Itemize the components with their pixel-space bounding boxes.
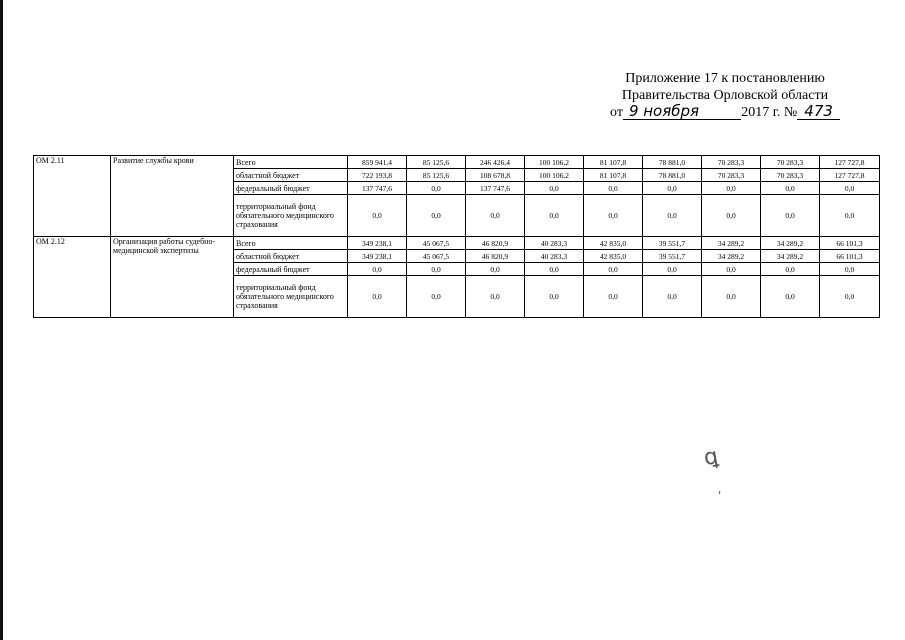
value-cell: 34 289,2 [702,250,761,263]
scan-left-edge [0,0,3,640]
funding-source: территориальный фонд обязательного медицинского страхования [234,276,348,318]
value-cell: 70 283,3 [761,169,820,182]
value-cell: 0,0 [643,263,702,276]
value-cell: 0,0 [761,263,820,276]
funding-source: областной бюджет [234,169,348,182]
value-cell: 0,0 [348,195,407,237]
value-cell: 34 289,2 [761,237,820,250]
value-cell: 70 283,3 [702,156,761,169]
funding-source: Всего [234,237,348,250]
value-cell: 0,0 [466,276,525,318]
value-cell: 0,0 [643,276,702,318]
value-cell: 66 101,3 [820,237,880,250]
table-row [34,237,880,250]
handwritten-number: 473 [797,104,840,120]
value-cell: 42 835,0 [584,237,643,250]
value-cell: 0,0 [466,195,525,237]
value-cell: 0,0 [702,263,761,276]
value-cell: 40 283,3 [525,250,584,263]
value-cell: 127 727,8 [820,169,880,182]
value-cell: 0,0 [525,276,584,318]
value-cell: 127 727,8 [820,156,880,169]
row-name: Организация работы судебно-медицинской экспертизы [111,237,234,318]
value-cell: 0,0 [761,276,820,318]
value-cell: 100 106,2 [525,156,584,169]
value-cell: 34 289,2 [761,250,820,263]
funding-source: федеральный бюджет [234,263,348,276]
value-cell: 137 747,6 [466,182,525,195]
value-cell: 70 283,3 [702,169,761,182]
value-cell: 39 551,7 [643,237,702,250]
value-cell: 0,0 [525,182,584,195]
value-cell: 0,0 [702,276,761,318]
value-cell: 0,0 [525,263,584,276]
value-cell: 78 881,0 [643,156,702,169]
funding-source: Всего [234,156,348,169]
value-cell: 0,0 [643,182,702,195]
year-text: 2017 г. № [741,105,798,120]
value-cell: 0,0 [407,263,466,276]
value-cell: 0,0 [407,182,466,195]
value-cell: 46 820,9 [466,237,525,250]
value-cell: 0,0 [466,263,525,276]
value-cell: 45 067,5 [407,250,466,263]
budget-table [33,155,880,318]
value-cell: 349 238,1 [348,250,407,263]
handwritten-date: 9 ноября [623,104,741,120]
header-line-2: Правительства Орловской области [621,88,829,103]
value-cell: 0,0 [584,195,643,237]
value-cell: 0,0 [820,182,880,195]
value-cell: 0,0 [761,195,820,237]
value-cell: 0,0 [584,276,643,318]
pen-mark: ꝗ [701,443,721,472]
document-header [610,70,840,121]
header-date-line [610,104,840,121]
value-cell: 46 820,9 [466,250,525,263]
value-cell: 45 067,5 [407,237,466,250]
funding-source: федеральный бюджет [234,182,348,195]
value-cell: 85 125,6 [407,156,466,169]
value-cell: 78 881,0 [643,169,702,182]
value-cell: 70 283,3 [761,156,820,169]
value-cell: 349 238,1 [348,237,407,250]
table-row [34,156,880,169]
value-cell: 0,0 [348,263,407,276]
value-cell: 0,0 [820,276,880,318]
value-cell: 0,0 [702,195,761,237]
value-cell: 40 283,3 [525,237,584,250]
value-cell: 0,0 [820,195,880,237]
from-prefix: от [610,105,623,120]
value-cell: 0,0 [643,195,702,237]
value-cell: 137 747,6 [348,182,407,195]
value-cell: 722 193,8 [348,169,407,182]
value-cell: 66 101,3 [820,250,880,263]
value-cell: 39 551,7 [643,250,702,263]
funding-source: областной бюджет [234,250,348,263]
value-cell: 246 426,4 [466,156,525,169]
value-cell: 85 125,6 [407,169,466,182]
value-cell: 42 835,0 [584,250,643,263]
value-cell: 0,0 [584,263,643,276]
value-cell: 0,0 [525,195,584,237]
value-cell: 0,0 [702,182,761,195]
value-cell: 34 289,2 [702,237,761,250]
row-code: ОМ 2.11 [34,156,111,237]
row-code: ОМ 2.12 [34,237,111,318]
value-cell: 0,0 [348,276,407,318]
value-cell: 859 941,4 [348,156,407,169]
value-cell: 0,0 [407,276,466,318]
row-name: Развитие службы крови [111,156,234,237]
pen-mark-small: ʹ [718,490,722,504]
value-cell: 108 678,8 [466,169,525,182]
value-cell: 0,0 [407,195,466,237]
value-cell: 0,0 [820,263,880,276]
funding-source: территориальный фонд обязательного медицинского страхования [234,195,348,237]
header-line-1: Приложение 17 к постановлению [625,71,825,86]
value-cell: 81 107,8 [584,169,643,182]
value-cell: 100 106,2 [525,169,584,182]
value-cell: 81 107,8 [584,156,643,169]
value-cell: 0,0 [761,182,820,195]
value-cell: 0,0 [584,182,643,195]
